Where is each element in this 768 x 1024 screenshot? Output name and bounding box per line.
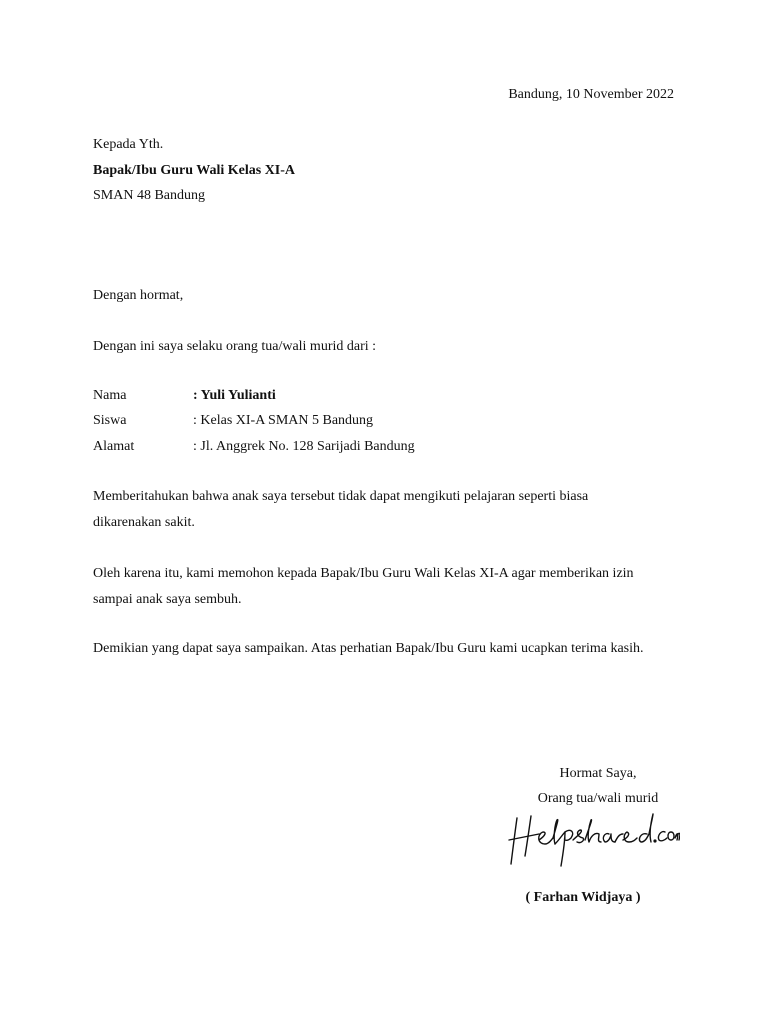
letter-date: Bandung, 10 November 2022 bbox=[508, 87, 674, 102]
closing-role: Orang tua/wali murid bbox=[537, 791, 659, 806]
field-value-nama: : Yuli Yulianti bbox=[193, 388, 276, 403]
field-label-siswa: Siswa bbox=[93, 413, 127, 428]
handwritten-signature bbox=[505, 810, 680, 870]
body-paragraph: Demikian yang dapat saya sampaikan. Atas perhatian Bapak/Ibu Guru kami ucapkan terima kasih. bbox=[93, 641, 644, 656]
field-value-alamat: : Jl. Anggrek No. 128 Sarijadi Bandung bbox=[193, 439, 415, 454]
signer-name: ( Farhan Widjaya ) bbox=[525, 890, 641, 905]
intro-text: Dengan ini saya selaku orang tua/wali murid dari : bbox=[93, 339, 377, 354]
field-label-alamat: Alamat bbox=[93, 439, 135, 454]
field-value-siswa: : Kelas XI-A SMAN 5 Bandung bbox=[193, 413, 374, 428]
body-paragraph: Memberitahukan bahwa anak saya tersebut tidak dapat mengikuti pelajaran seperti biasa dikarenakan sakit. bbox=[93, 489, 589, 530]
recipient-school: SMAN 48 Bandung bbox=[93, 188, 206, 203]
body-paragraph: Oleh karena itu, kami memohon kepada Bapak/Ibu Guru Wali Kelas XI-A agar memberikan izin sampai anak saya sembuh. bbox=[93, 566, 634, 607]
recipient-greeting: Kepada Yth. bbox=[93, 137, 164, 152]
salutation: Dengan hormat, bbox=[93, 288, 184, 303]
closing-regards: Hormat Saya, bbox=[559, 766, 637, 781]
recipient-name: Bapak/Ibu Guru Wali Kelas XI-A bbox=[93, 163, 296, 178]
field-label-nama: Nama bbox=[93, 388, 127, 403]
